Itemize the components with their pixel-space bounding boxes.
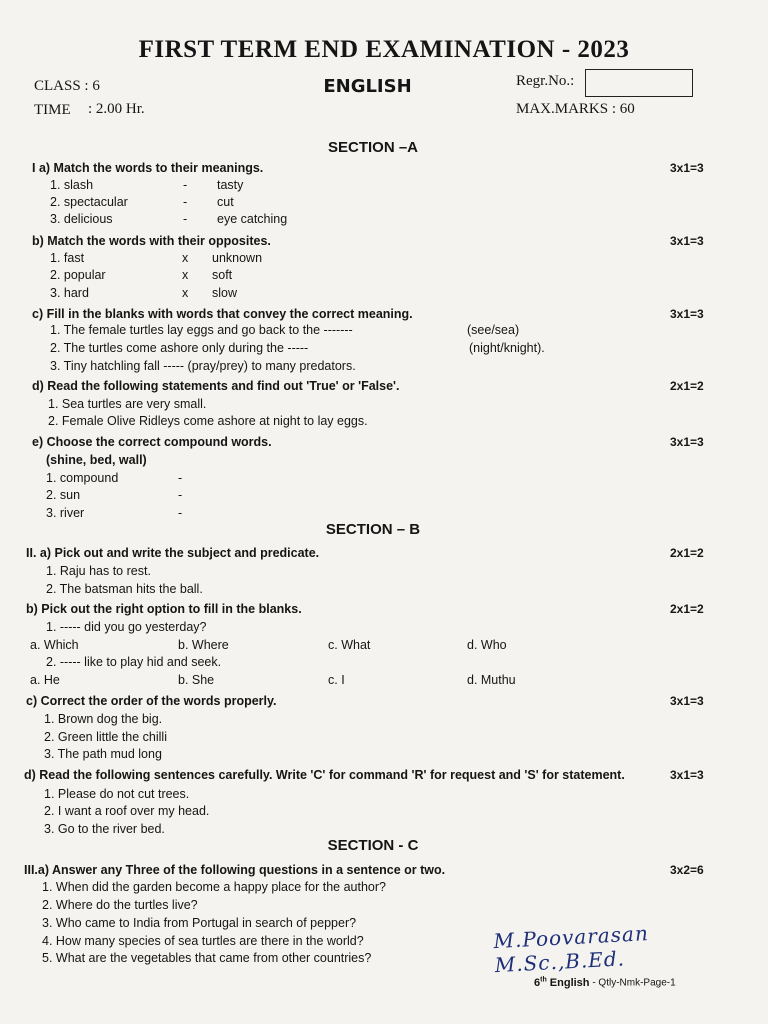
q1b-sep-2: x xyxy=(182,268,189,282)
teacher-signature: M.Poovarasan M.Sc.,B.Ed. xyxy=(492,921,650,978)
q2b-marks: 2x1=2 xyxy=(670,602,704,616)
q1a-word-2: 2. spectacular xyxy=(50,195,128,209)
q1b-opposite-1: unknown xyxy=(212,251,263,265)
q1d-item-1: 1. Sea turtles are very small. xyxy=(48,397,207,411)
q1b-opposite-3: slow xyxy=(212,286,238,300)
q1e-marks: 3x1=3 xyxy=(670,435,704,449)
q1a-sep-1: - xyxy=(183,178,188,192)
class-label: CLASS : 6 xyxy=(34,78,100,94)
q3a-item-1: 1. When did the garden become a happy place for the author? xyxy=(42,880,386,894)
exam-title: FIRST TERM END EXAMINATION - 2023 xyxy=(138,36,630,63)
q1a-meaning-1: tasty xyxy=(217,178,244,192)
q1e-item-2: 2. sun xyxy=(46,488,81,502)
q2b-opt2-b: b. She xyxy=(178,673,215,687)
q1b-sep-3: x xyxy=(182,286,189,300)
q2b-question-1: 1. ----- did you go yesterday? xyxy=(46,620,207,634)
q1a-marks: 3x1=3 xyxy=(670,161,704,175)
q1b-sep-1: x xyxy=(182,251,189,265)
q3a-marks: 3x2=6 xyxy=(670,863,704,877)
q1c-marks: 3x1=3 xyxy=(670,307,704,321)
q1e-dash-3: - xyxy=(178,506,183,520)
q1e-dash-1: - xyxy=(178,471,183,485)
q2b-opt1-a: a. Which xyxy=(30,638,79,652)
q2b-opt2-a: a. He xyxy=(30,673,60,687)
q1c-title: c) Fill in the blanks with words that convey the correct meaning. xyxy=(32,307,413,321)
q1a-meaning-3: eye catching xyxy=(217,212,288,226)
regno-box xyxy=(585,69,693,97)
time-value: : 2.00 Hr. xyxy=(88,101,145,117)
q1e-item-1: 1. compound xyxy=(46,471,119,485)
time-label: TIME xyxy=(34,102,71,118)
q1a-sep-2: - xyxy=(183,195,188,209)
footer-class: 6 xyxy=(534,976,541,989)
q2c-item-2: 2. Green little the chilli xyxy=(44,730,167,744)
q2c-item-3: 3. The path mud long xyxy=(44,747,162,761)
q2b-opt2-d: d. Muthu xyxy=(467,673,516,687)
q1c-item-2: 2. The turtles come ashore only during the ----- xyxy=(50,341,309,355)
q3a-item-2: 2. Where do the turtles live? xyxy=(42,898,198,912)
q1d-item-2: 2. Female Olive Ridleys come ashore at night to lay eggs. xyxy=(48,414,368,428)
q2a-title: II. a) Pick out and write the subject and predicate. xyxy=(26,546,320,560)
q1b-opposite-2: soft xyxy=(212,268,233,282)
q2a-item-2: 2. The batsman hits the ball. xyxy=(46,582,203,596)
footer-code: - Qtly-Nmk-Page-1 xyxy=(592,977,676,989)
q2a-marks: 2x1=2 xyxy=(670,546,704,560)
q2b-question-2: 2. ----- like to play hid and seek. xyxy=(46,655,222,669)
q3a-item-5: 5. What are the vegetables that came from other countries? xyxy=(42,951,372,965)
q2b-title: b) Pick out the right option to fill in the blanks. xyxy=(26,602,302,616)
q2d-item-1: 1. Please do not cut trees. xyxy=(44,787,190,801)
q1b-word-2: 2. popular xyxy=(50,268,106,282)
q2a-item-1: 1. Raju has to rest. xyxy=(46,564,151,578)
q2d-item-3: 3. Go to the river bed. xyxy=(44,822,165,836)
q2c-item-1: 1. Brown dog the big. xyxy=(44,712,163,726)
q1a-word-1: 1. slash xyxy=(50,178,94,192)
section-a-heading: SECTION –A xyxy=(327,139,418,156)
q1c-option-1: (see/sea) xyxy=(467,323,520,337)
subject-title: ENGLISH xyxy=(323,76,412,97)
q1a-sep-3: - xyxy=(183,212,188,226)
max-marks: MAX.MARKS : 60 xyxy=(516,101,635,117)
q1b-word-3: 3. hard xyxy=(50,286,89,300)
q2b-opt1-c: c. What xyxy=(328,638,371,652)
regno-label: Regr.No.: xyxy=(516,73,575,89)
q1e-item-3: 3. river xyxy=(46,506,85,520)
q2b-opt1-b: b. Where xyxy=(178,638,229,652)
q2d-marks: 3x1=3 xyxy=(670,768,704,782)
q2c-title: c) Correct the order of the words properly. xyxy=(26,694,277,708)
q2d-item-2: 2. I want a roof over my head. xyxy=(44,804,210,818)
q1e-title: e) Choose the correct compound words. xyxy=(32,435,272,449)
q1b-word-1: 1. fast xyxy=(50,251,85,265)
section-c-heading: SECTION - C xyxy=(327,837,419,854)
q1e-dash-2: - xyxy=(178,488,183,502)
q1b-title: b) Match the words with their opposites. xyxy=(32,234,271,248)
q1c-option-2: (night/knight). xyxy=(469,341,545,355)
q2c-marks: 3x1=3 xyxy=(670,694,704,708)
q1b-marks: 3x1=3 xyxy=(670,234,704,248)
footer-class-suffix: th xyxy=(540,976,547,983)
q3a-item-3: 3. Who came to India from Portugal in search of pepper? xyxy=(42,916,357,930)
q1a-title: I a) Match the words to their meanings. xyxy=(32,161,264,175)
q1a-word-3: 3. delicious xyxy=(50,212,113,226)
q1c-item-1: 1. The female turtles lay eggs and go back to the ------- xyxy=(50,323,353,337)
footer-subject: English xyxy=(549,976,590,989)
q2b-opt1-d: d. Who xyxy=(467,638,507,652)
section-b-heading: SECTION – B xyxy=(325,521,421,538)
q1c-item-3: 3. Tiny hatchling fall ----- (pray/prey) to many predators. xyxy=(50,359,356,373)
q3a-item-4: 4. How many species of sea turtles are there in the world? xyxy=(42,934,364,948)
q2b-opt2-c: c. I xyxy=(328,673,345,687)
q1a-meaning-2: cut xyxy=(217,195,234,209)
q1d-title: d) Read the following statements and find out 'True' or 'False'. xyxy=(32,379,400,393)
q2d-title: d) Read the following sentences carefully. Write 'C' for command 'R' for request and 'S' for statement. xyxy=(24,768,625,782)
q1e-hint: (shine, bed, wall) xyxy=(46,453,147,467)
page-footer xyxy=(534,976,676,989)
q3a-title: III.a) Answer any Three of the following questions in a sentence or two. xyxy=(24,863,446,877)
q1d-marks: 2x1=2 xyxy=(670,379,704,393)
